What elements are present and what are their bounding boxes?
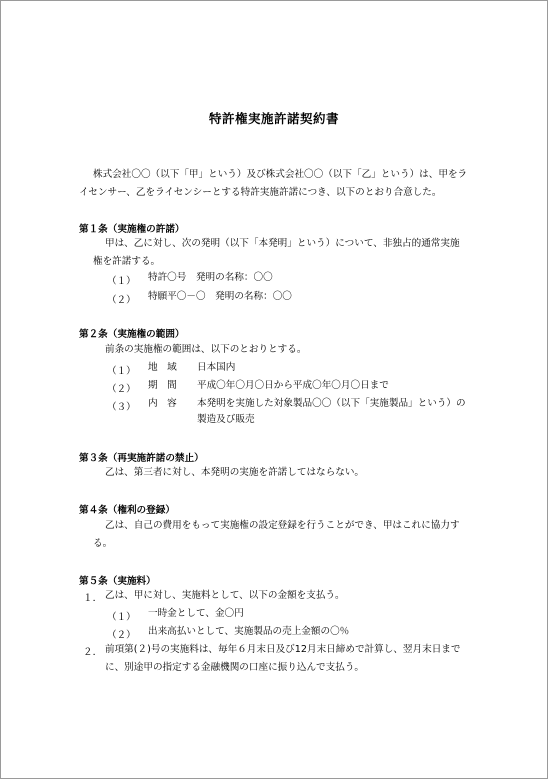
article-1-body-line-2: 権を許諾する。 xyxy=(93,256,161,267)
article-5-item-1: 一時金として、金〇円 xyxy=(148,608,244,619)
article-2-heading: 第２条（実施権の範囲） xyxy=(79,329,185,340)
article-5-heading: 第５条（実施料） xyxy=(79,576,156,587)
article-5-para-2-line-1: 前項第(２)号の実施料は、毎年６月末日及び12月末日締めで計算し、翌月末日まで xyxy=(105,644,461,655)
article-5-item-2: 出来高払いとして、実施製品の売上金額の〇％ xyxy=(148,626,350,637)
article-5-item-2-num: （２） xyxy=(107,630,136,641)
article-4-heading: 第４条（権利の登録） xyxy=(79,505,175,516)
article-3-body: 乙は、第三者に対し、本発明の実施を許諾してはならない。 xyxy=(105,467,365,478)
article-2-item-2-label: 期 間 xyxy=(148,380,177,391)
article-5-para-2-num: ２． xyxy=(83,647,103,658)
article-2-item-3-text-2: 製造及び販売 xyxy=(197,414,255,425)
article-2-item-2-text: 平成〇年〇月〇日から平成〇年〇月〇日まで xyxy=(197,380,389,391)
article-1-heading: 第１条（実施権の許諾） xyxy=(79,224,185,235)
preamble-line-2: イセンサー、乙をライセンシーとする特許実施許諾につき、以下のとおり合意した。 xyxy=(79,187,442,198)
article-4-body-line-1: 乙は、自己の費用をもって実施権の設定登録を行うことができ、甲はこれに協力す xyxy=(105,520,460,531)
article-3-heading: 第３条（再実施許諾の禁止） xyxy=(79,453,204,464)
article-2-item-3-num: （３） xyxy=(107,402,136,413)
article-1-body-line-1: 甲は、乙に対し、次の発明（以下「本発明」という）について、非独占的通常実施 xyxy=(105,238,460,249)
article-5-para-1-num: １． xyxy=(83,593,103,604)
article-2-item-3-text: 本発明を実施した対象製品〇〇（以下「実施製品」という）の xyxy=(197,398,466,409)
article-1-item-2: 特願平〇－〇 発明の名称：〇〇 xyxy=(148,291,292,302)
article-4-body-line-2: る。 xyxy=(93,538,113,549)
article-2-item-3-label: 内 容 xyxy=(148,398,177,409)
article-2-body: 前条の実施権の範囲は、以下のとおりとする。 xyxy=(105,344,307,355)
article-2-item-1-num: （１） xyxy=(107,366,136,377)
article-1-item-2-num: （２） xyxy=(107,295,136,306)
article-5-item-1-num: （１） xyxy=(107,612,136,623)
article-1-item-1: 特許〇号 発明の名称：〇〇 xyxy=(148,272,273,283)
article-1-item-1-num: （１） xyxy=(107,276,136,287)
article-2-item-2-num: （２） xyxy=(107,384,136,395)
article-5-para-2-line-2: に、別途甲の指定する金融機関の口座に振り込んで支払う。 xyxy=(105,662,365,673)
article-5-para-1: 乙は、甲に対し、実施料として、以下の金額を支払う。 xyxy=(105,590,345,601)
document-title: 特許権実施許諾契約書 xyxy=(208,111,339,126)
preamble-line-1: 株式会社〇〇（以下「甲」という）及び株式会社〇〇（以下「乙」という）は、甲をラ xyxy=(93,169,468,180)
article-2-item-1-text: 日本国内 xyxy=(197,362,236,373)
article-2-item-1-label: 地 域 xyxy=(148,362,177,373)
